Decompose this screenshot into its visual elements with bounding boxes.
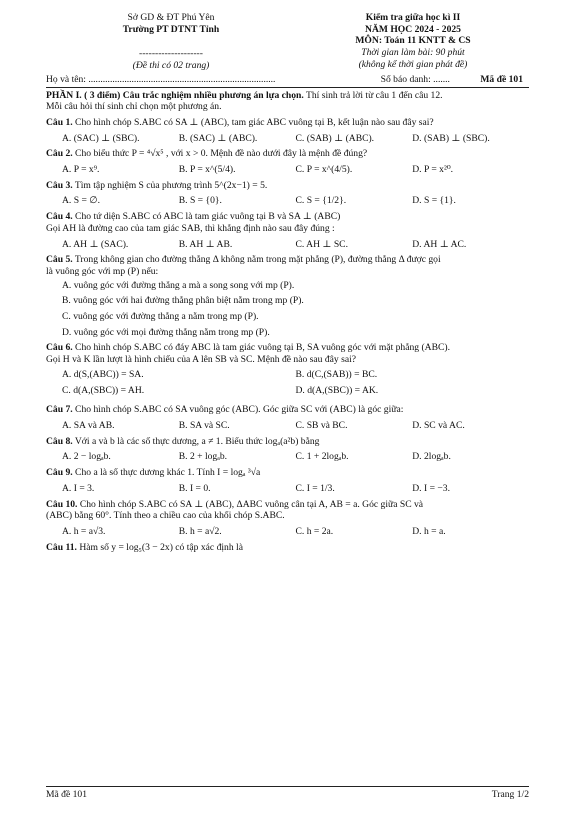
student-info-row [46, 74, 529, 86]
options [46, 483, 529, 495]
header-rule [46, 87, 529, 88]
option-d[interactable]: D. h = a. [412, 525, 446, 537]
option-a[interactable]: A. I = 3. [62, 482, 95, 494]
option-b[interactable]: B. h = a√2. [178, 525, 222, 537]
separator-dashes: -------------------- [139, 48, 203, 60]
question-stem-2: Gọi H và K lần lượt là hình chiếu của A lên SB và SC. Mệnh đề nào sau đây sai? [46, 354, 357, 366]
question-stem: Tìm tập nghiệm S của phương trình 5^(2x−1) = 5. [72, 179, 268, 191]
question-5 [46, 254, 529, 338]
header-left [46, 12, 296, 72]
student-id-field: Số báo danh: ....... [380, 73, 450, 85]
subject: MÔN: Toán 11 KNTT & CS [355, 35, 471, 47]
options [46, 164, 529, 176]
option-d[interactable]: D. P = x²⁰. [412, 164, 454, 176]
question-number: Câu 1. [46, 116, 73, 128]
option-d[interactable]: D. (SAB) ⊥ (SBC). [412, 132, 490, 144]
question-11 [46, 542, 529, 554]
option-c[interactable]: C. I = 1/3. [295, 482, 335, 494]
option-a[interactable]: A. 2 − logₐb. [62, 451, 111, 463]
options [46, 420, 529, 432]
option-c[interactable]: C. AH ⊥ SC. [295, 238, 348, 250]
question-10 [46, 499, 529, 538]
header-right [303, 12, 523, 72]
question-stem: Cho hình chóp S.ABC có SA ⊥ (ABC), tam giác ABC vuông tại B, kết luận nào sau đây sai? [72, 116, 434, 128]
option-a[interactable]: A. h = a√3. [62, 525, 106, 537]
question-number: Câu 8. [46, 435, 73, 447]
option-a[interactable]: A. AH ⊥ (SAC). [62, 238, 129, 250]
options [46, 280, 529, 339]
question-stem: Cho biểu thức P = ⁴√x⁵ , với x > 0. Mệnh đề nào dưới đây là mệnh đề đúng? [72, 148, 368, 160]
time-note: (không kể thời gian phát đề) [358, 58, 468, 70]
question-7 [46, 404, 529, 431]
option-c[interactable]: C. 1 + 2logₐb. [295, 451, 349, 463]
question-number: Câu 3. [46, 179, 73, 191]
question-number: Câu 9. [46, 467, 73, 479]
option-b[interactable]: B. S = {0}. [178, 195, 222, 207]
option-c[interactable]: C. S = {1/2}. [295, 195, 347, 207]
options [46, 369, 529, 400]
option-c[interactable]: C. SB và BC. [295, 419, 348, 431]
question-stem: Cho hình chóp S.ABC có SA ⊥ (ABC), ΔABC vuông cân tại A, AB = a. Góc giữa SC và [77, 498, 424, 510]
time-limit: Thời gian làm bài: 90 phút [361, 47, 465, 59]
option-b[interactable]: B. SA và SC. [178, 419, 230, 431]
question-stem: Cho hình chóp S.ABC có SA vuông góc (ABC). Góc giữa SC với (ABC) là góc giữa: [72, 404, 404, 416]
question-1 [46, 117, 529, 144]
options [46, 195, 529, 207]
exam-header [46, 12, 529, 72]
footer-exam-code: Mã đề 101 [46, 789, 88, 800]
option-b[interactable]: B. AH ⊥ AB. [178, 238, 233, 250]
question-number: Câu 2. [46, 148, 73, 160]
question-8 [46, 436, 529, 463]
question-number: Câu 7. [46, 404, 73, 416]
question-stem: Trong không gian cho đường thẳng Δ không nằm trong mặt phẳng (P), đường thẳng Δ được gọi [72, 254, 441, 266]
option-d[interactable]: D. AH ⊥ AC. [412, 238, 467, 250]
option-c[interactable]: C. vuông góc với đường thẳng a nằm trong mp (P). [62, 311, 259, 323]
question-3 [46, 180, 529, 207]
option-d[interactable]: D. 2logₐb. [412, 451, 451, 463]
department: Sở GD & ĐT Phú Yên [127, 12, 215, 23]
option-d[interactable]: D. d(A,(SBC)) = AK. [295, 384, 379, 396]
question-number: Câu 10. [46, 498, 78, 510]
option-b[interactable]: B. d(C,(SAB)) = BC. [295, 368, 378, 380]
part-heading [46, 90, 529, 102]
question-stem: Cho a là số thực dương khác 1. Tính I = logₐ ³√a [72, 467, 261, 479]
option-a[interactable]: A. (SAC) ⊥ (SBC). [62, 132, 140, 144]
option-c[interactable]: C. P = x^(4/5). [295, 164, 353, 176]
option-a[interactable]: A. SA và AB. [62, 419, 115, 431]
option-a[interactable]: A. P = x⁹. [62, 164, 100, 176]
exam-title: Kiểm tra giữa học kì II [365, 12, 461, 23]
options [46, 239, 529, 251]
option-d[interactable]: D. SC và AC. [412, 419, 465, 431]
question-number: Câu 4. [46, 211, 73, 223]
question-6 [46, 342, 529, 400]
option-b[interactable]: B. (SAC) ⊥ (ABC). [178, 132, 258, 144]
student-name-field: Họ và tên: .............................................................................. [46, 73, 276, 85]
question-stem: Hàm số y = log₅(3 − 2x) có tập xác định là [76, 541, 243, 553]
option-c[interactable]: C. h = 2a. [295, 525, 334, 537]
question-stem-2: Gọi AH là đường cao của tam giác SAB, thì khẳng định nào sau đây đúng : [46, 222, 335, 234]
exam-code: Mã đề 101 [480, 73, 523, 85]
options [46, 526, 529, 538]
question-number: Câu 5. [46, 254, 73, 266]
options [46, 451, 529, 463]
question-9 [46, 467, 529, 494]
question-stem-2: (ABC) bằng 60°. Tính theo a chiều cao của khối chóp S.ABC. [46, 510, 285, 522]
option-b[interactable]: B. 2 + logₐb. [178, 451, 228, 463]
pages-note: (Đề thi có 02 trang) [132, 60, 210, 72]
option-b[interactable]: B. I = 0. [178, 482, 211, 494]
page-footer [46, 786, 529, 801]
option-b[interactable]: B. vuông góc với hai đường thẳng phân biệt nằm trong mp (P). [62, 295, 304, 307]
question-stem: Với a và b là các số thực dương, a ≠ 1. Biểu thức logₐ(a²b) bằng [72, 435, 320, 447]
question-stem-2: là vuông góc với mp (P) nếu: [46, 265, 159, 277]
school-year: NĂM HỌC 2024 - 2025 [365, 23, 461, 35]
option-a[interactable]: A. S = ∅. [62, 195, 101, 207]
options [46, 133, 529, 145]
part-intro-2: Mỗi câu hỏi thí sinh chỉ chọn một phương án. [46, 101, 222, 113]
option-a[interactable]: A. vuông góc với đường thẳng a mà a song song với mp (P). [62, 279, 295, 291]
school-name: Trường PT DTNT Tỉnh [122, 23, 220, 35]
option-c[interactable]: C. d(A,(SBC)) = AH. [62, 384, 145, 396]
footer-page-number: Trang 1/2 [491, 789, 529, 800]
question-number: Câu 6. [46, 342, 73, 354]
question-2 [46, 148, 529, 175]
question-number: Câu 11. [46, 541, 77, 553]
option-a[interactable]: A. d(S,(ABC)) = SA. [62, 368, 144, 380]
option-c[interactable]: C. (SAB) ⊥ (ABC). [295, 132, 375, 144]
question-stem: Cho hình chóp S.ABC có đáy ABC là tam giác vuông tại B, SA vuông góc với mặt phẳng (ABC). [72, 342, 450, 354]
option-d[interactable]: D. vuông góc với mọi đường thẳng nằm trong mp (P). [62, 326, 270, 338]
question-4 [46, 211, 529, 250]
option-d[interactable]: D. I = −3. [412, 482, 450, 494]
option-b[interactable]: B. P = x^(5/4). [178, 164, 236, 176]
part-title: PHẦN I. ( 3 điểm) Câu trắc nghiệm nhiều phương án lựa chọn. [46, 89, 304, 101]
option-d[interactable]: D. S = {1}. [412, 195, 456, 207]
part-intro: Thí sinh trả lời từ câu 1 đến câu 12. [303, 89, 443, 101]
question-stem: Cho tứ diện S.ABC có ABC là tam giác vuông tại B và SA ⊥ (ABC) [72, 211, 341, 223]
